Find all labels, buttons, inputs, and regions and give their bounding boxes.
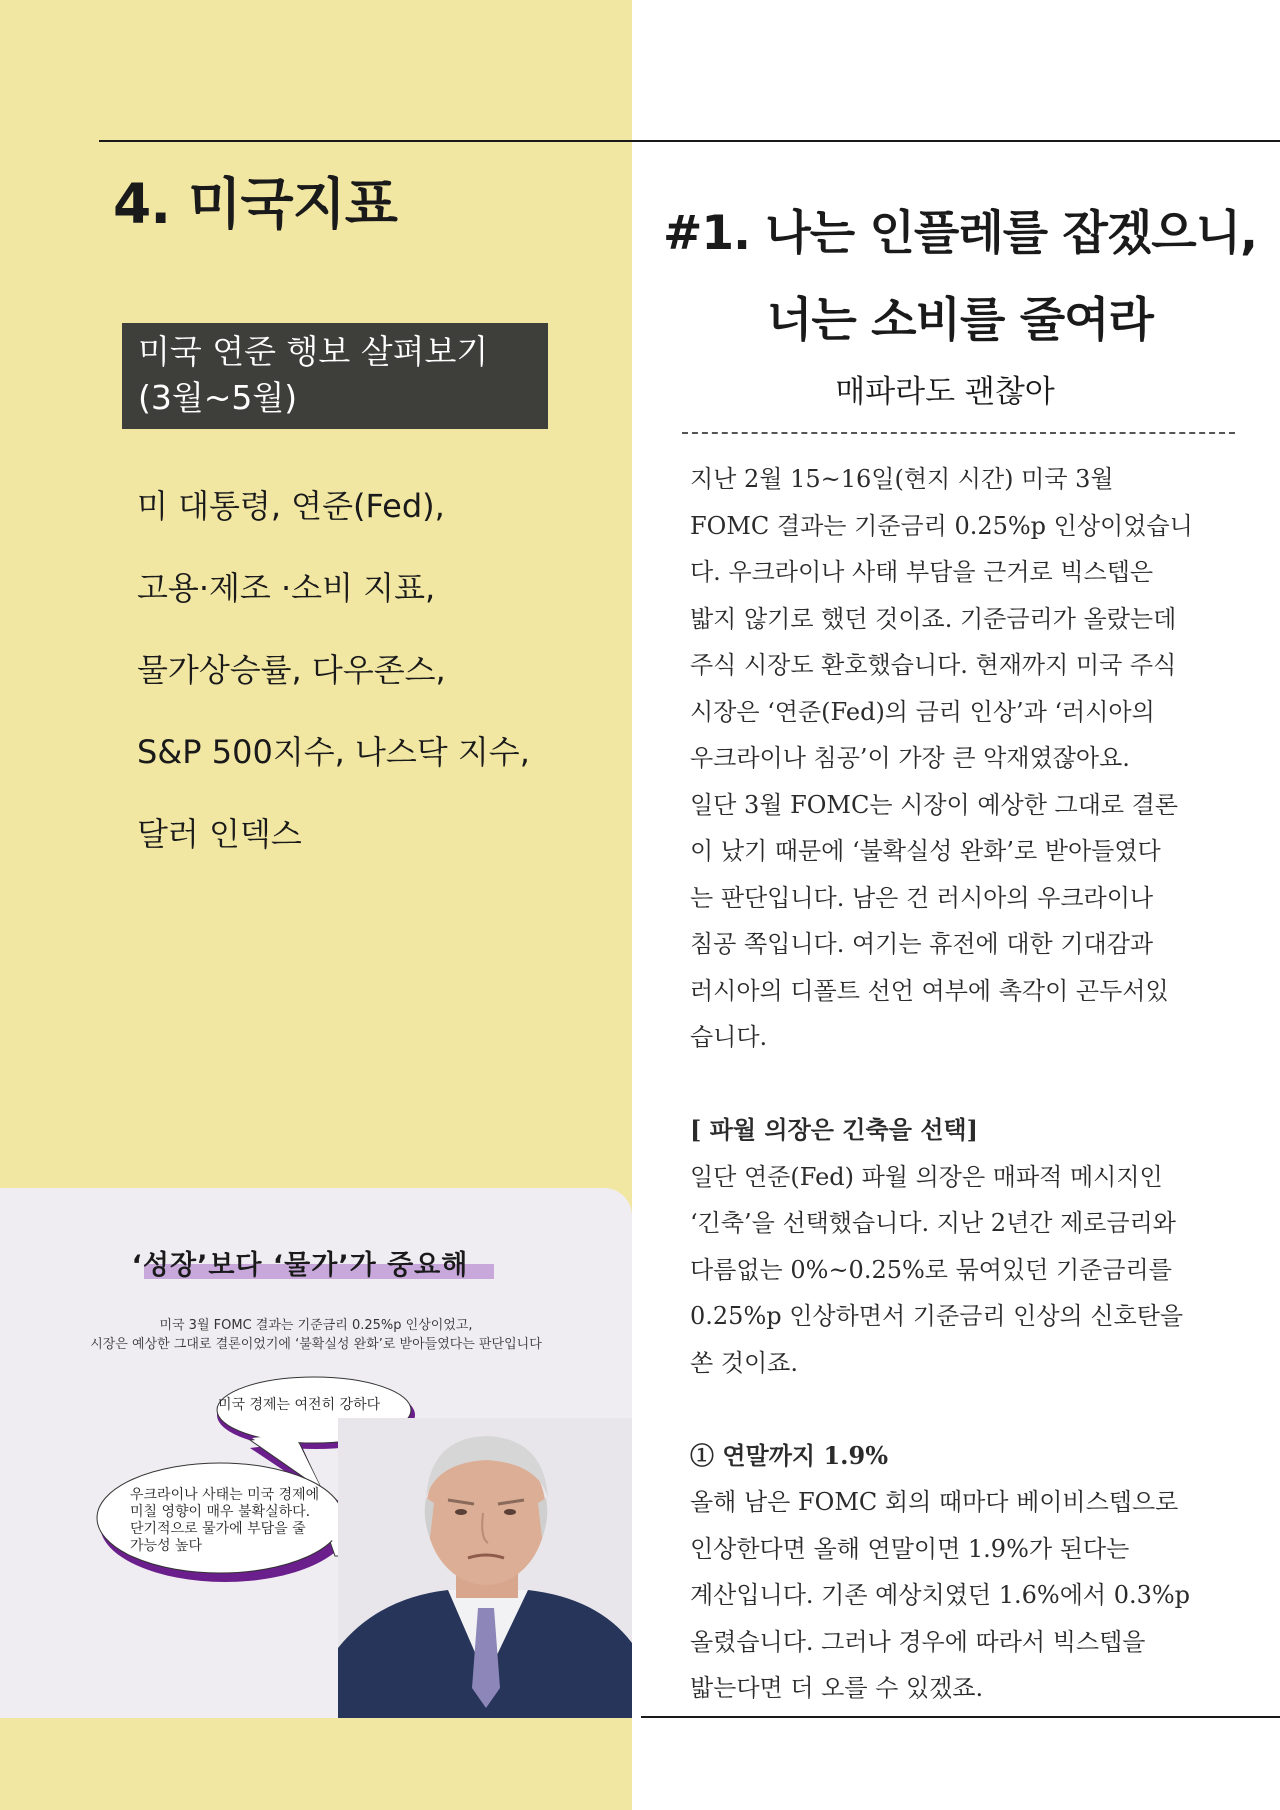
indicator-item: 고용·제조 ·소비 지표, (137, 569, 436, 607)
bubble-2-line: 가능성 높다 (130, 1538, 203, 1554)
body-line: 밟지 않기로 했던 것이죠. 기준금리가 올랐는데 (690, 604, 1177, 633)
headline-line: #1. 나는 인플레를 잡겠으니, (663, 206, 1257, 261)
body-line: 러시아의 디폴트 선언 여부에 촉각이 곤두서있 (690, 976, 1169, 1005)
body-line: 일단 3월 FOMC는 시장이 예상한 그대로 결론 (690, 790, 1179, 819)
body-line: 지난 2월 15~16일(현지 시간) 미국 3월 (690, 465, 1114, 493)
body-line: 습니다. (690, 1023, 768, 1051)
bubble-2-text (130, 1487, 319, 1555)
body-line: 0.25%p 인상하면서 기준금리 인상의 신호탄을 (690, 1302, 1184, 1330)
indicator-item: 달러 인덱스 (137, 815, 302, 853)
card-description-line: 시장은 예상한 그대로 결론이었기에 ‘불확실성 완화’로 받아들였다는 판단입니다 (90, 1337, 542, 1352)
bubble-2-line: 단기적으로 물가에 부담을 줄 (130, 1521, 306, 1537)
body-line: 시장은 ‘연준(Fed)의 금리 인상’과 ‘러시아의 (690, 697, 1155, 726)
section-title: 4. 미국지표 (113, 172, 397, 236)
portrait-photo (338, 1418, 632, 1718)
body-line: 밟는다면 더 오를 수 있겠죠. (690, 1674, 984, 1702)
headline-line: 너는 소비를 줄여라 (767, 293, 1153, 348)
top-divider (99, 140, 1280, 142)
quote-card (0, 1188, 632, 1718)
body-line: 다름없는 0%~0.25%로 묶여있던 기준금리를 (690, 1255, 1172, 1284)
indicator-item: 물가상승률, 다우존스, (137, 651, 446, 689)
body-line: FOMC 결과는 기준금리 0.25%p 인상이었습니 (690, 511, 1193, 540)
dashed-divider (682, 432, 1235, 434)
article-subtitle: 매파라도 괜찮아 (835, 374, 1055, 410)
paragraph-gap (690, 1386, 1250, 1433)
body-line: 는 판단입니다. 남은 건 러시아의 우크라이나 (690, 883, 1154, 912)
article-headline (640, 190, 1280, 364)
bubble-1-text: 미국 경제는 여전히 강하다 (218, 1397, 381, 1413)
body-line: 일단 연준(Fed) 파월 의장은 매파적 메시지인 (690, 1162, 1163, 1191)
card-title: ‘성장’보다 ‘물가’가 중요해 (131, 1250, 469, 1281)
body-line: 올해 남은 FOMC 회의 때마다 베이비스텝으로 (690, 1488, 1179, 1516)
body-line: 쏜 것이죠. (690, 1348, 798, 1377)
body-line: ‘긴축’을 선택했습니다. 지난 2년간 제로금리와 (690, 1209, 1176, 1237)
indicator-item: 미 대통령, 연준(Fed), (137, 487, 445, 525)
indicator-list (137, 465, 617, 875)
body-line: 다. 우크라이나 사태 부담을 근거로 빅스텝은 (690, 558, 1154, 586)
body-line: 이 났기 때문에 ‘불확실성 완화’로 받아들였다 (690, 837, 1161, 865)
topic-box (122, 323, 548, 429)
bottom-divider (641, 1716, 1280, 1718)
paragraph-gap (690, 1061, 1250, 1108)
body-line: 계산입니다. 기존 예상치였던 1.6%에서 0.3%p (690, 1581, 1191, 1609)
body-line: 주식 시장도 환호했습니다. 현재까지 미국 주식 (690, 651, 1177, 679)
section-heading: [ 파월 의장은 긴축을 선택] (690, 1115, 978, 1144)
bubble-2-line: 미칠 영향이 매우 불확실하다. (130, 1504, 311, 1520)
body-line: 우크라이나 침공’이 가장 큰 악재였잖아요. (690, 744, 1130, 772)
section-heading: ① 연말까지 1.9% (690, 1440, 889, 1470)
card-description-line: 미국 3월 FOMC 결과는 기준금리 0.25%p 인상이었고, (159, 1318, 473, 1333)
body-line: 침공 쪽입니다. 여기는 휴전에 대한 기대감과 (690, 930, 1154, 958)
indicator-item: S&P 500지수, 나스닥 지수, (137, 733, 530, 771)
body-line: 인상한다면 올해 연말이면 1.9%가 된다는 (690, 1534, 1130, 1563)
topic-box-line: (3월~5월) (138, 378, 298, 417)
topic-box-line: 미국 연준 행보 살펴보기 (138, 332, 489, 371)
bubble-2-line: 우크라이나 사태는 미국 경제에 (130, 1487, 320, 1503)
body-line: 올렸습니다. 그러나 경우에 따라서 빅스텝을 (690, 1627, 1146, 1656)
article-body (690, 456, 1250, 1712)
